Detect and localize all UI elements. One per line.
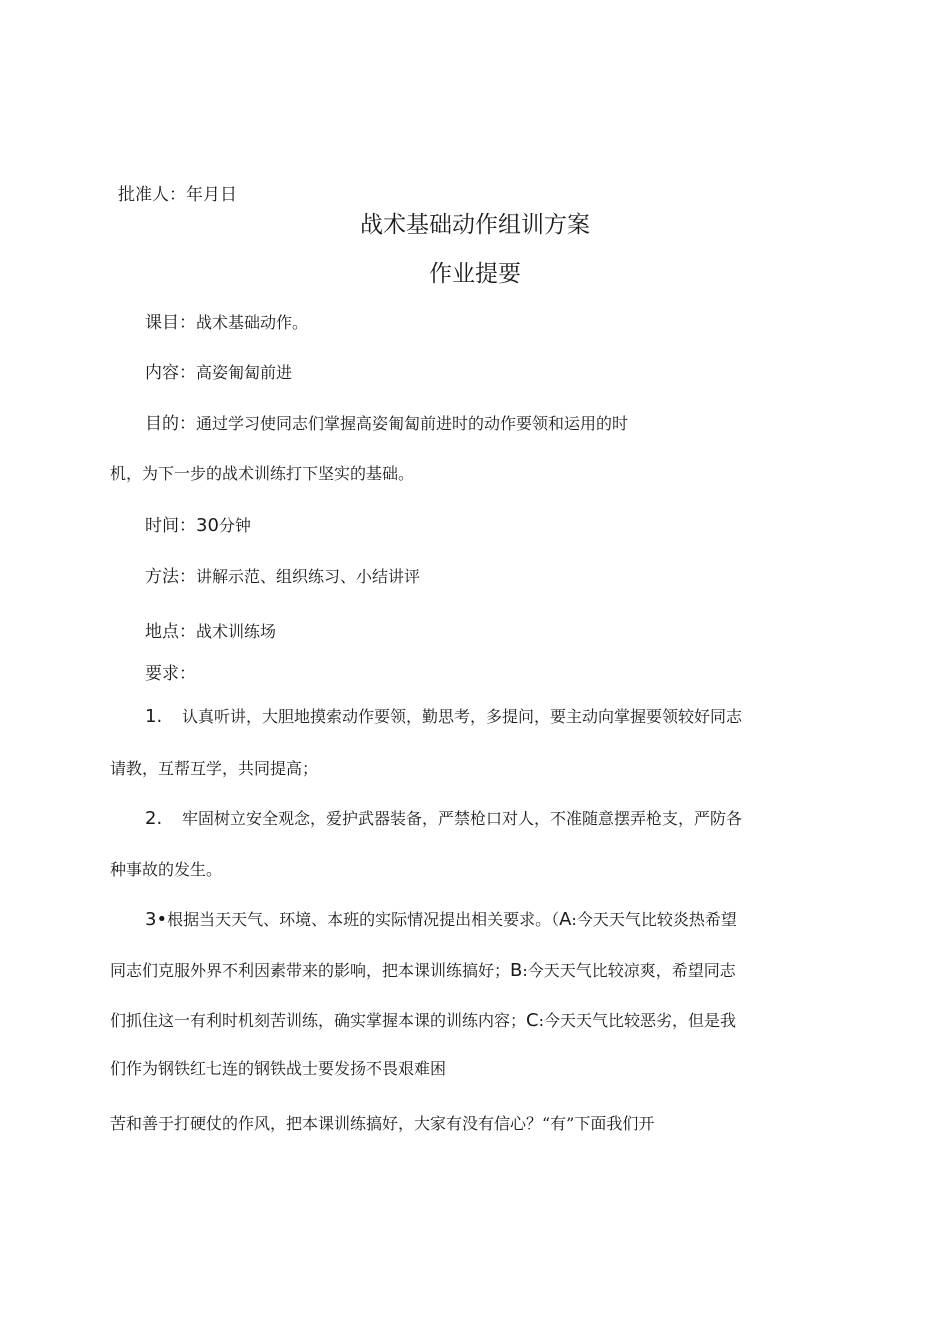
document-title: 战术基础动作组训方案 [360,212,590,238]
subject-label: 课目： [145,313,196,333]
requirement-2-line-2: 种事故的发生。 [110,860,223,879]
location-value: 战术训练场 [196,622,277,641]
time-label: 时间： [145,516,196,536]
content-row [145,362,292,384]
option-c-marker: C [526,1010,539,1031]
requirement-2-line-1 [145,808,742,830]
location-row [145,621,276,643]
requirement-1-text: 认真听讲，大胆地摸索动作要领，勤思考，多提问，要主动向掌握要领较好同志 [182,707,743,726]
requirement-3-text: 根据当天天气、环境、本班的实际情况提出相关要求。（ [167,910,560,929]
requirements-label: 要求： [145,664,196,684]
requirement-1-line-2: 请教，互帮互学，共同提高； [110,759,319,778]
purpose-row [145,413,628,435]
method-label: 方法： [145,567,196,587]
content-label: 内容： [145,363,196,383]
purpose-continuation: 机，为下一步的战术训练打下坚实的基础。 [110,464,415,483]
requirement-3-line-4: 们作为钢铁红七连的钢铁战士要发扬不畏艰难困 [110,1059,447,1078]
document-subtitle: 作业提要 [429,261,521,287]
requirement-3-text-3: 们抓住这一有利时机刻苦训练，确实掌握本课的训练内容； [110,1011,527,1030]
subject-row [145,312,308,334]
requirement-3-line-5: 苦和善于打硬仗的作风，把本课训练搞好，大家有没有信心？“有”下面我们开 [110,1114,655,1133]
requirement-3-number: 3• [145,909,168,930]
time-number: 30 [196,515,219,536]
subject-value: 战术基础动作。 [196,313,309,332]
option-c-text: :今天天气比较恶劣，但是我 [538,1011,736,1030]
time-row [145,515,251,537]
method-value: 讲解示范、组织练习、小结讲评 [196,567,421,586]
option-a-text: :今天天气比较炎热希望 [571,910,737,929]
option-b-text: :今天天气比较凉爽，希望同志 [522,961,736,980]
content-value: 高姿匍匐前进 [196,363,293,382]
requirement-3-line-2 [110,960,736,982]
purpose-label: 目的： [145,414,196,434]
requirement-1-number: 1. [145,706,163,727]
option-b-marker: B [510,960,523,981]
option-a-marker: A [559,909,572,930]
requirement-2-number: 2. [145,808,163,829]
purpose-value: 通过学习使同志们掌握高姿匍匐前进时的动作要领和运用的时 [196,414,629,433]
requirement-3-text-2: 同志们克服外界不利因素带来的影响，把本课训练搞好； [110,961,511,980]
method-row [145,566,420,588]
requirement-1-line-1 [145,706,742,728]
time-unit: 分钟 [218,516,251,535]
requirement-3-line-1 [145,909,737,931]
location-label: 地点： [145,622,196,642]
requirement-3-line-3 [110,1010,736,1032]
approval-line: 批准人：年月日 [118,185,237,205]
requirement-2-text: 牢固树立安全观念，爱护武器装备，严禁枪口对人，不准随意摆弄枪支，严防各 [182,809,743,828]
